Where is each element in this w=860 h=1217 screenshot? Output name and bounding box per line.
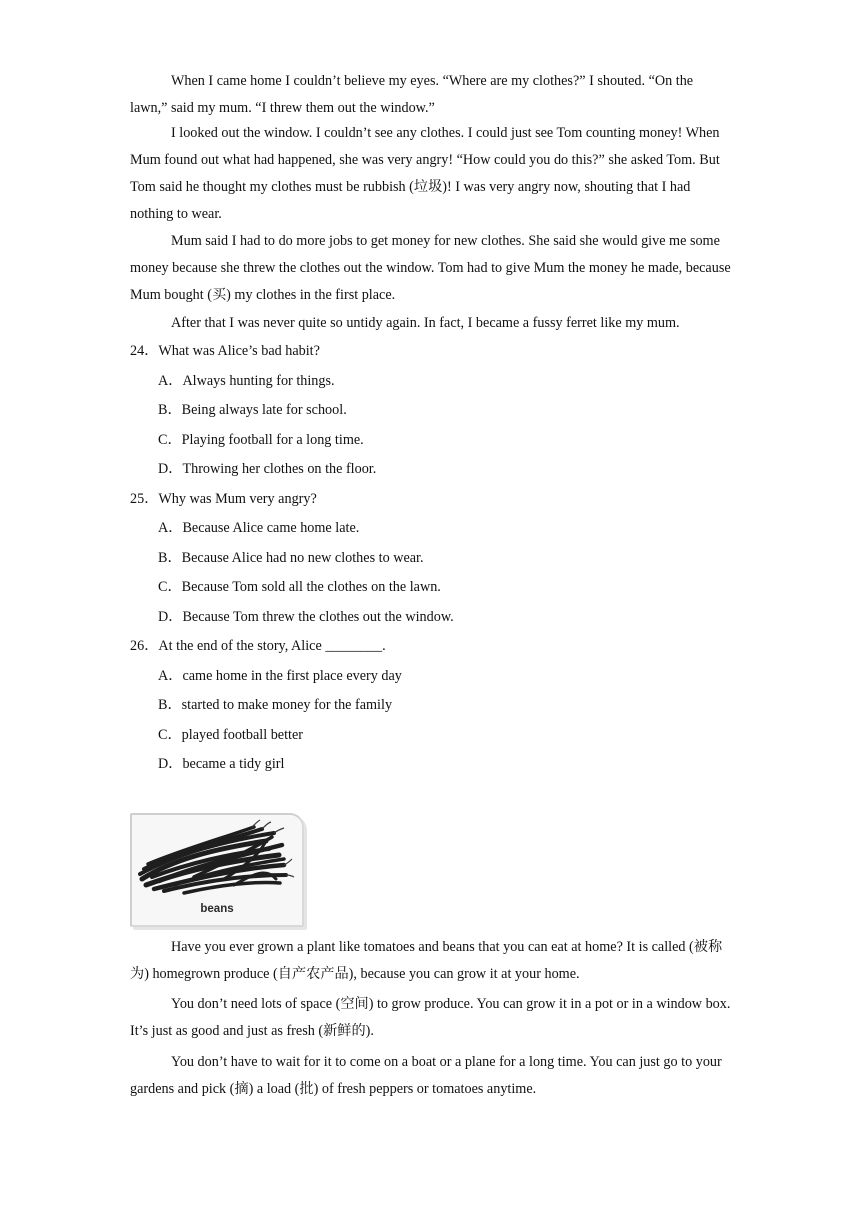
option-letter: A． <box>158 668 183 684</box>
option-text: played football better <box>181 727 303 743</box>
passage1-paragraph-1 <box>130 68 734 122</box>
option-letter: A． <box>158 520 183 536</box>
paragraph-text: You don’t need lots of space (空间) to grow produce. You can grow it in a pot or in a window box. It’s just as good and just as fresh (新鲜的). <box>130 996 731 1039</box>
option-letter: C． <box>158 727 182 743</box>
option-text: Because Alice came home late. <box>182 520 360 536</box>
question-25 <box>130 489 317 509</box>
question-25-option-d <box>158 607 454 627</box>
option-text: Always hunting for things. <box>182 373 335 389</box>
passage2-paragraph-1 <box>130 934 734 988</box>
option-letter: B． <box>158 697 182 713</box>
question-26-option-d <box>158 754 284 774</box>
beans-caption: beans <box>200 903 234 915</box>
option-text: came home in the first place every day <box>182 668 402 684</box>
paragraph-text: I looked out the window. I couldn’t see any clothes. I could just see Tom counting money! When Mum found out what had happened, she was very angry! “How could you do this?” she asked Tom. But Tom said he thought my clothes must be rubbish (垃圾)! I was very angry now, shouting that I had nothing to wear. <box>130 125 720 222</box>
option-letter: C． <box>158 579 182 595</box>
question-26-option-c <box>158 725 303 745</box>
question-24-option-d <box>158 459 376 479</box>
passage2-paragraph-3 <box>130 1049 734 1103</box>
option-text: became a tidy girl <box>182 756 285 772</box>
option-text: Being always late for school. <box>181 402 347 418</box>
option-letter: B． <box>158 550 182 566</box>
question-25-option-b <box>158 548 424 568</box>
paragraph-text: When I came home I couldn’t believe my eyes. “Where are my clothes?” I shouted. “On the lawn,” said my mum. “I threw them out the window.” <box>130 73 694 116</box>
passage2-paragraph-2 <box>130 991 734 1045</box>
passage1-paragraph-2 <box>130 120 734 228</box>
option-text: Because Tom threw the clothes out the window. <box>182 609 454 625</box>
option-text: started to make money for the family <box>181 697 393 713</box>
beans-photo-frame <box>130 813 304 927</box>
question-24 <box>130 341 320 361</box>
option-letter: D． <box>158 756 183 772</box>
question-stem: What was Alice’s bad habit? <box>158 343 320 359</box>
question-stem: At the end of the story, Alice ________. <box>158 638 386 654</box>
option-text: Because Alice had no new clothes to wear. <box>181 550 424 566</box>
beans-figure <box>130 813 313 927</box>
question-stem: Why was Mum very angry? <box>158 491 317 507</box>
question-25-option-a <box>158 518 359 538</box>
passage1-paragraph-3 <box>130 228 734 309</box>
question-25-option-c <box>158 577 441 597</box>
option-letter: B． <box>158 402 182 418</box>
question-24-option-b <box>158 400 347 420</box>
passage1-paragraph-4 <box>130 310 734 337</box>
paragraph-text: Mum said I had to do more jobs to get money for new clothes. She said she would give me some money because she threw the clothes out the window. Tom had to give Mum the money he made, because Mum bought (买) my clothes in the first place. <box>130 233 731 303</box>
beans-image <box>134 819 298 903</box>
option-text: Playing football for a long time. <box>181 432 364 448</box>
question-26 <box>130 636 386 656</box>
question-24-option-c <box>158 430 364 450</box>
question-number: 26． <box>130 638 159 654</box>
option-text: Throwing her clothes on the floor. <box>182 461 377 477</box>
paragraph-text: After that I was never quite so untidy again. In fact, I became a fussy ferret like my mum. <box>171 315 680 331</box>
option-letter: D． <box>158 461 183 477</box>
question-26-option-a <box>158 666 402 686</box>
question-number: 24． <box>130 343 159 359</box>
option-letter: D． <box>158 609 183 625</box>
paragraph-text: Have you ever grown a plant like tomatoes and beans that you can eat at home? It is called (被称为) homegrown produce (自产农产品), because you can grow it at your home. <box>130 939 723 982</box>
paragraph-text: You don’t have to wait for it to come on a boat or a plane for a long time. You can just go to your gardens and pick (摘) a load (批) of fresh peppers or tomatoes anytime. <box>130 1054 722 1097</box>
question-26-option-b <box>158 695 392 715</box>
option-text: Because Tom sold all the clothes on the lawn. <box>181 579 441 595</box>
question-24-option-a <box>158 371 335 391</box>
option-letter: A． <box>158 373 183 389</box>
question-number: 25． <box>130 491 159 507</box>
option-letter: C． <box>158 432 182 448</box>
